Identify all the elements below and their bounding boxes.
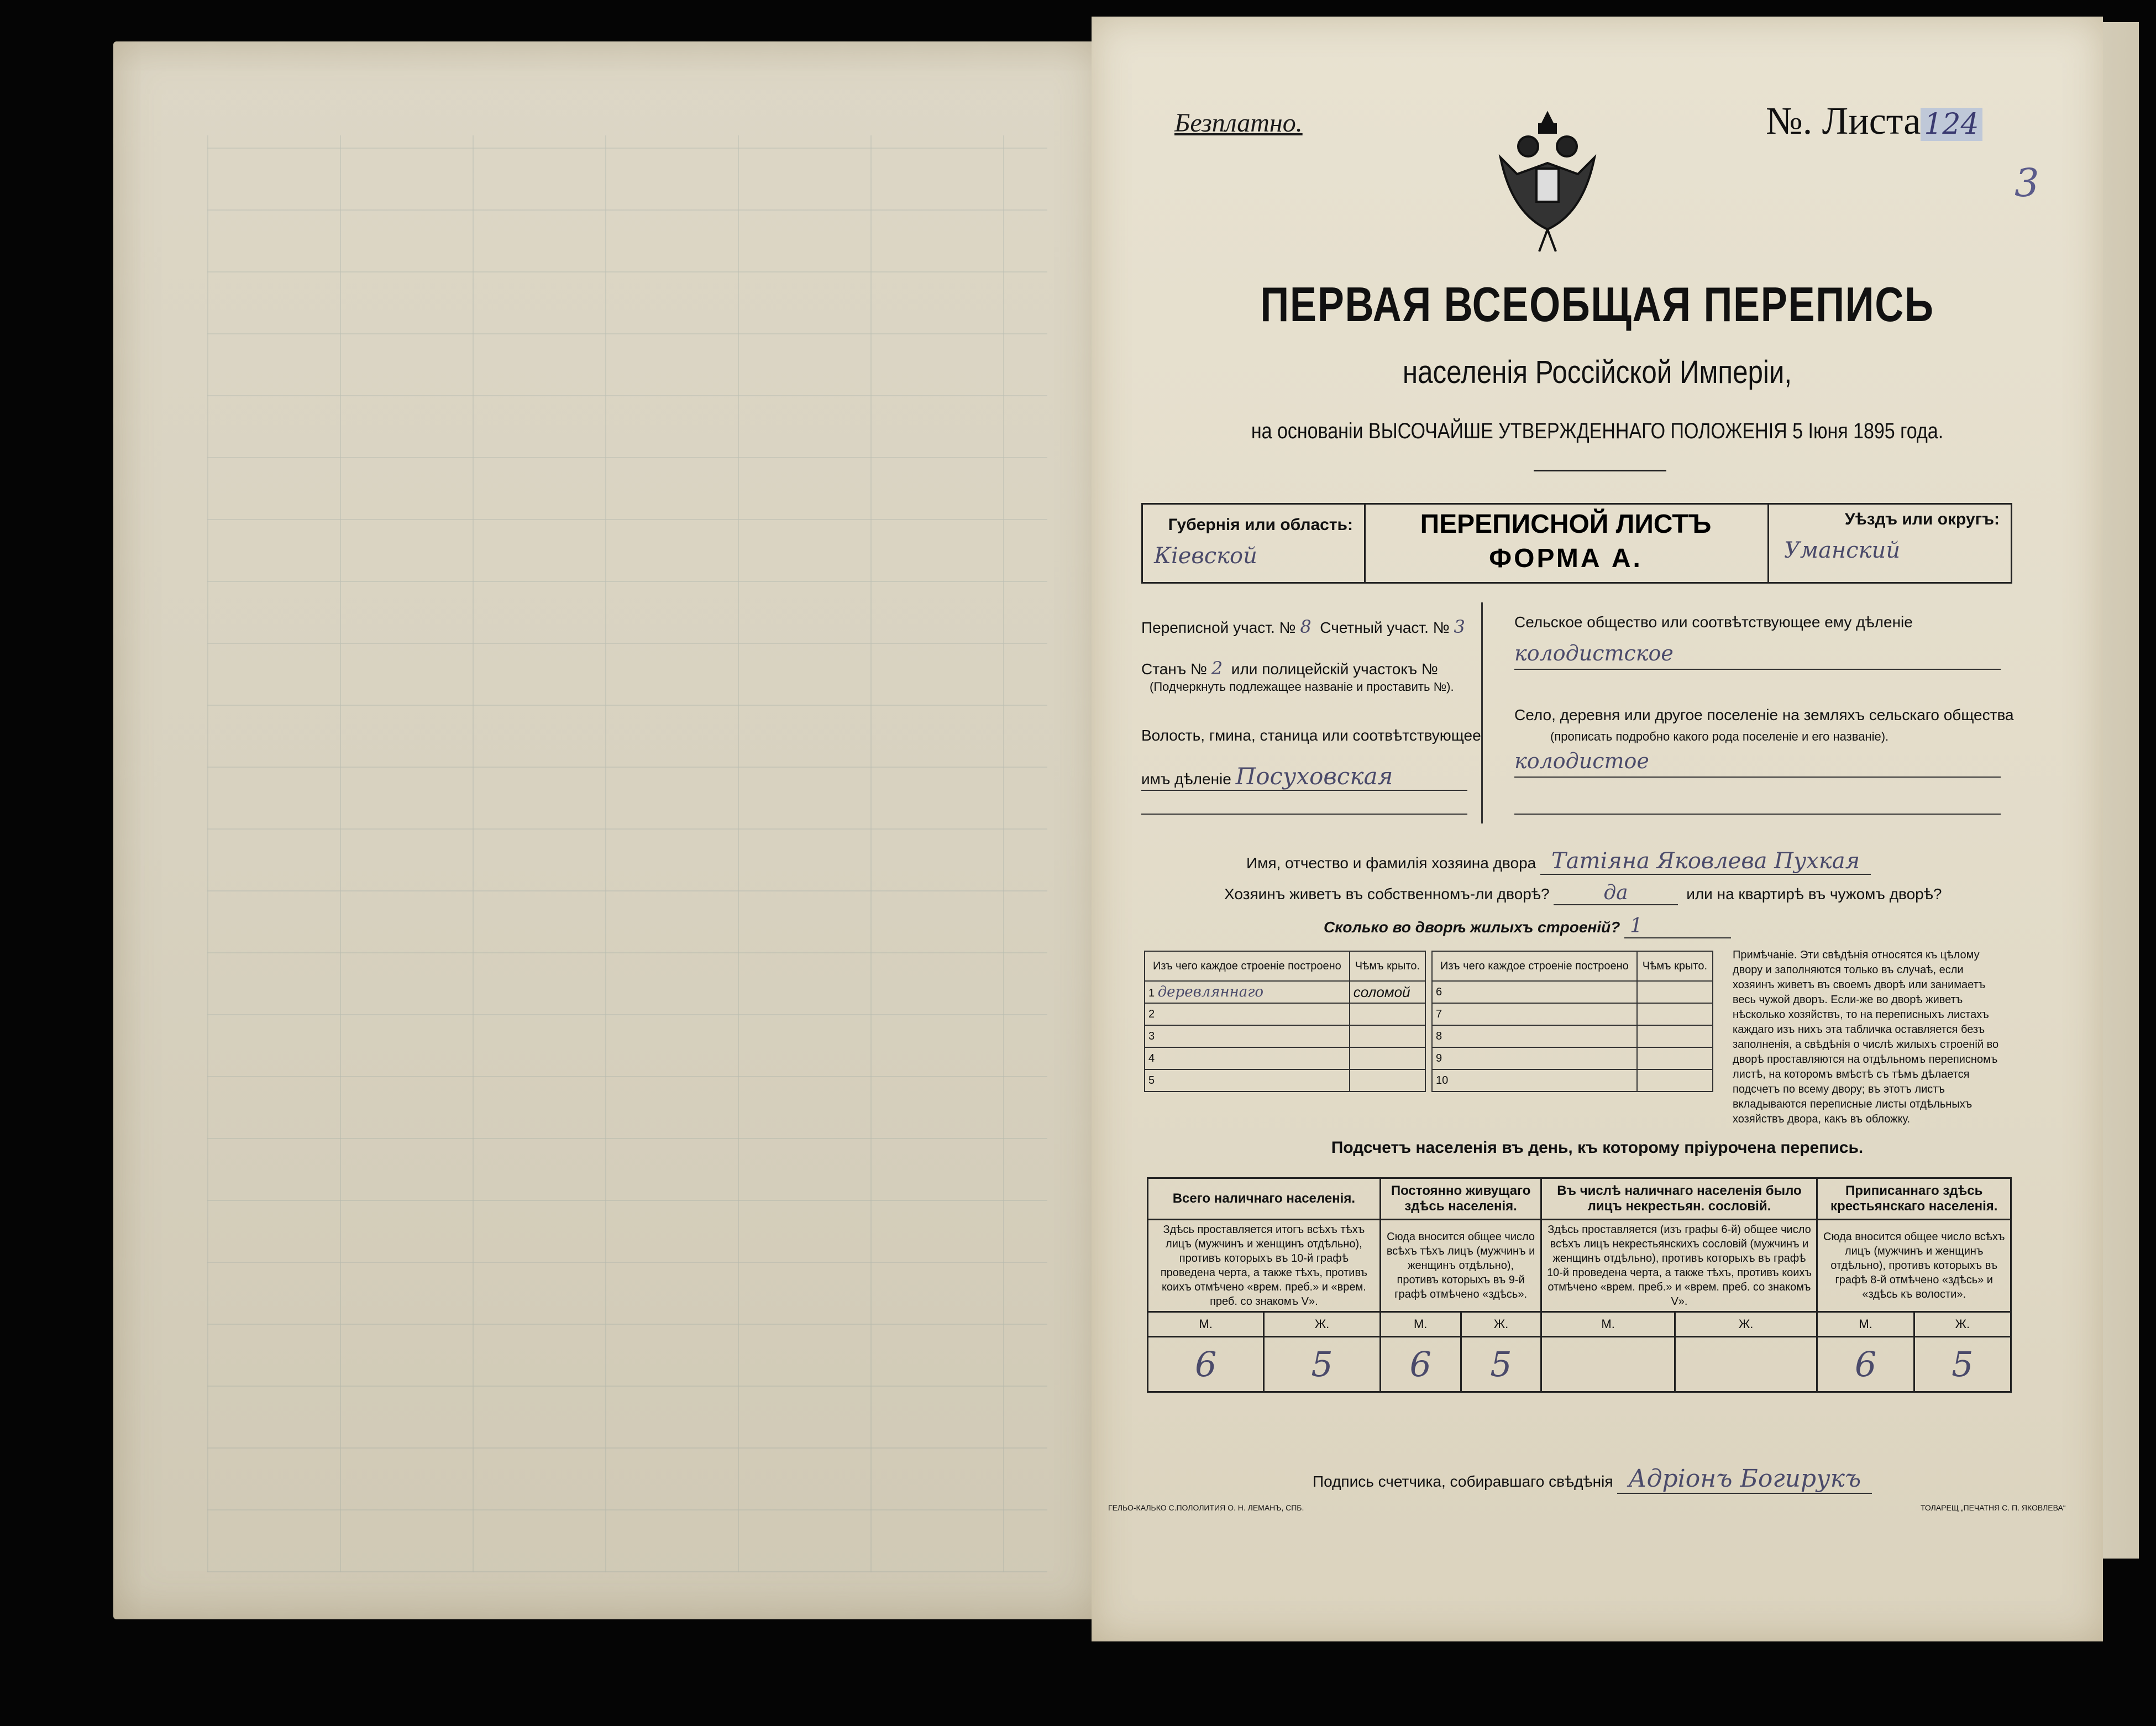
uchast-row: Переписной участ. № 8 Счетный участ. № 3 [1141,616,1465,637]
buildings-row: Сколько во дворѣ жилыхъ строеній? 1 [1324,915,1731,937]
table-row: 8 [1432,1025,1713,1047]
stan-row: Станъ № 2 или полицейскій участокъ № [1141,658,1438,679]
form-subtitle: населенія Россійской Имперіи, [1402,354,1792,390]
table-row: 7 [1432,1003,1713,1025]
permanent-male: 6 [1409,1344,1431,1384]
faded-table-grid [207,135,1047,1572]
table-row: 5 [1145,1069,1425,1092]
table-row: 6 [1432,981,1713,1003]
form-decree: на основаніи ВЫСОЧАЙШЕ УТВЕРЖДЕННАГО ПОЛОЖЕНІЯ 5 Іюня 1895 года. [1251,419,1944,443]
buildings-note: Примѣчаніе. Эти свѣдѣнія относятся къ цѣлому двору и заполняются только въ случаѣ, если хозяинъ живетъ въ своемъ дворѣ или занимаетъ весь чужой дворъ. Если-же во дворѣ живетъ нѣсколько хозяйствъ, то на переписныхъ листахъ каждаго изъ нихъ эта табличка оставляется безъ заполненія, а свѣдѣнія о числѣ жилыхъ строеній во дворѣ проставляются на отдѣльномъ переписномъ листѣ, на которомъ вмѣстѣ съ тѣмъ дѣлается подсчетъ по всему двору; въ этотъ листъ вкладываются переписные листы отдѣльныхъ хозяйствъ двора, какъ въ обложку. [1733,949,1999,1125]
stan-value: 2 [1211,658,1223,679]
form-cell [1364,505,1769,582]
field-separator [1481,602,1483,823]
village-extra-line [1514,812,2001,815]
uezd-value: Уманский [1784,538,1901,563]
list-title: ПЕРЕПИСНОЙ ЛИСТЪ [1420,510,1712,539]
table-row: 1 деревляннаго соломой [1145,981,1425,1003]
schet-value: 3 [1454,616,1465,637]
header-box [1141,503,2012,584]
total-female: 5 [1311,1344,1333,1384]
guberniya-label: Губернія или область: [1168,516,1353,534]
buildings-table-right: Изъ чего каждое строеніе построено Чѣмъ крыто. 6 7 8 9 10 [1431,951,1713,1092]
tally-mz-row: М. Ж. М. Ж. М. Ж. М. Ж. [1148,1312,2011,1337]
form-a-title: ФОРМА А. [1489,544,1643,573]
signature-value: Адріонъ Богирукъ [1617,1465,1872,1494]
residence-row: Хозяинъ живетъ въ собственномъ-ли дворѣ? да или на квартирѣ въ чужомъ дворѣ? [1224,882,1942,904]
table-row: 10 [1432,1069,1713,1092]
free-label: Безплатно. [1174,108,1303,138]
uezd-cell [1767,505,2011,582]
volost-value: Посуховская [1235,763,1393,790]
left-page [113,41,1103,1619]
village-line [1514,749,2001,778]
owner-row: Имя, отчество и фамилія хозяина двора Татiяна Яковлева Пухкая [1246,848,1871,874]
sheet-number-value: 124 [1921,108,1982,141]
title-divider [1534,470,1666,475]
table-row: 4 [1145,1047,1425,1069]
table-row: 9 [1432,1047,1713,1069]
uezd-label: Уѣздъ или округъ: [1844,510,2000,528]
signature-row: Подпись счетчика, собиравшаго свѣдѣнія Адріонъ Богирукъ [1313,1465,1872,1493]
volost-extra-line [1141,812,1467,815]
form-title: ПЕРВАЯ ВСЕОБЩАЯ ПЕРЕПИСЬ [1260,277,1934,332]
village-note: (прописать подробно какого рода поселеніе и его названіе). [1550,730,1889,743]
stan-note: (Подчеркнуть подлежащее названіе и проставить №). [1150,680,1454,694]
census-form-page [1092,17,2103,1641]
peasant-female: 5 [1952,1344,1974,1384]
society-label: Сельское общество или соотвѣтствующее ему дѣленіе [1514,613,1913,631]
corner-mark: 3 [2015,160,2039,206]
buildings-value: 1 [1624,915,1731,938]
population-tally-table [1147,1177,2012,1393]
tally-values-row [1148,1337,2011,1392]
printer-right: ТОЛАРЕЩ „ПЕЧАТНЯ С. П. ЯКОВЛЕВА“ [1921,1503,2066,1512]
guberniya-cell [1143,505,1366,582]
printer-left: ГЕЛЬО-КАЛЬКО С.ПОЛОЛИТИЯ О. Н. ЛЕМАНЪ, СПБ. [1108,1503,1304,1512]
permanent-female: 5 [1490,1344,1512,1384]
tally-title: Подсчетъ населенія въ день, къ которому пріурочена перепись. [1331,1139,1864,1157]
table-row: 2 [1145,1003,1425,1025]
guberniya-value: Кіевской [1154,543,1257,569]
peasant-male: 6 [1854,1344,1877,1384]
tally-desc-row: Здѣсь проставляется итогъ всѣхъ тѣхъ лицъ (мужчинъ и женщинъ отдѣльно), противъ которыхъ въ 10-й графѣ проведена черта, а также тѣхъ, противъ коихъ отмѣчено «врем. преб.» и «врем. преб. со знакомъ V». Сюда вносится общее число всѣхъ тѣхъ лицъ (мужчинъ и женщинъ отдѣльно), противъ которыхъ въ 9-й графѣ отмѣчено «здѣсь». Здѣсь проставляется (изъ графы 6-й) общее число всѣхъ лицъ некрестьянскихъ сословій (мужчинъ и женщинъ отдѣльно), противъ которыхъ въ графѣ 10-й проведена черта, а также тѣхъ, противъ коихъ отмѣчено «врем. преб.» и «врем. преб. со знакомъ V». Сюда вносится общее число всѣхъ лицъ (мужчинъ и женщинъ отдѣльно), противъ которыхъ въ графѣ 8-й отмѣчено «здѣсь» и «здѣсь къ волости». [1148,1220,2011,1312]
tally-head-row: Всего наличнаго населенія. Постоянно живущаго здѣсь населенія. Въ числѣ наличнаго населенія было лицъ некрестьян. сословій. Приписаннаго здѣсь крестьянскаго населенія. [1148,1178,2011,1220]
buildings-table-left: Изъ чего каждое строеніе построено Чѣмъ крыто. 1 деревляннаго соломой 2 3 4 5 [1144,951,1426,1092]
village-value: колодистое [1514,749,1649,773]
society-line [1514,641,2001,670]
sheet-number: №. Листа 124 [1766,99,1982,144]
society-value: колодистское [1514,641,1674,665]
own-yard-value: да [1554,882,1677,905]
total-male: 6 [1194,1344,1217,1384]
uchast-value: 8 [1300,616,1312,637]
double-headed-eagle-emblem [1489,102,1606,257]
village-label: Село, деревня или другое поселеніе на земляхъ сельскаго общества [1514,706,2014,723]
owner-value: Татiяна Яковлева Пухкая [1540,848,1871,875]
volost-label: Волость, гмина, станица или соотвѣтствующее [1141,727,1481,744]
table-row: 3 [1145,1025,1425,1047]
volost-row: имъ дѣленіе Посуховская [1141,763,1467,791]
